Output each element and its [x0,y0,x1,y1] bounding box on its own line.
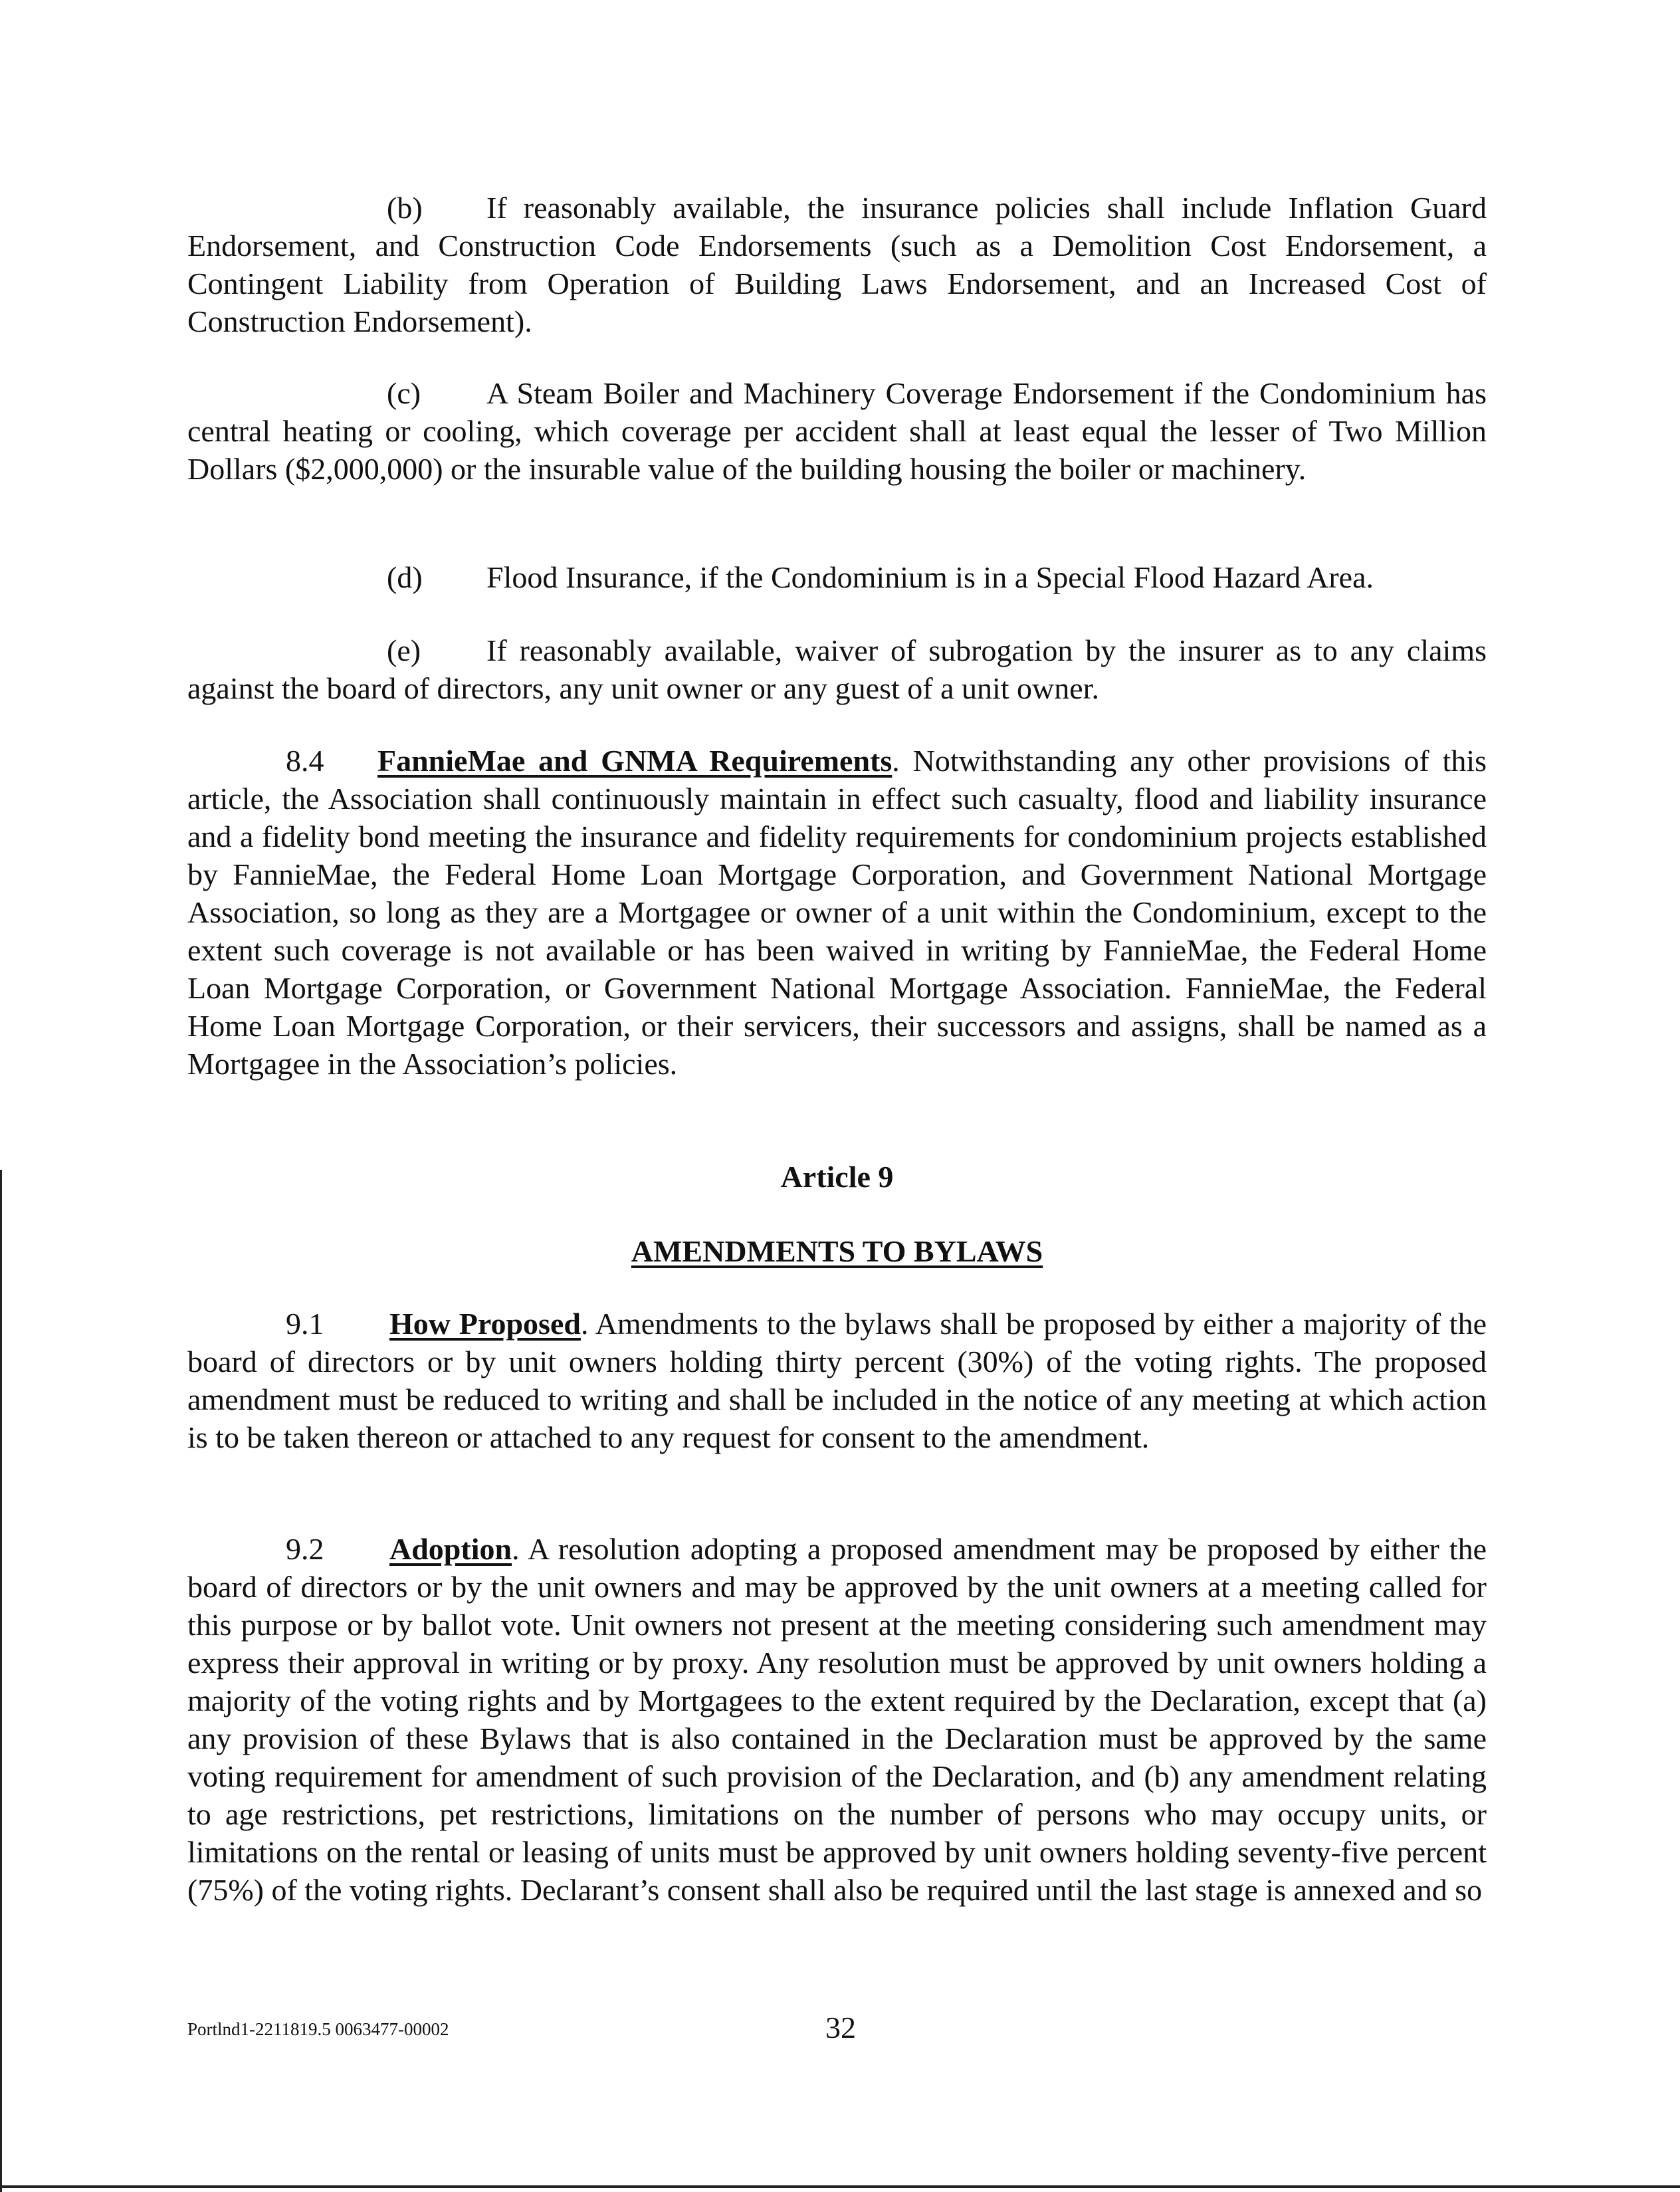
paragraph-d [187,558,1487,596]
article-label: Article 9 [780,1160,894,1194]
footer-document-id: Portlnd1-2211819.5 0063477-00002 [187,2019,449,2039]
paragraph-marker: (c) [387,376,421,410]
section-8-4 [187,742,1487,1083]
section-9-1 [187,1305,1487,1456]
article-title-text: AMENDMENTS TO BYLAWS [631,1234,1043,1268]
scan-edge-line [0,1170,2,2192]
paragraph-e [187,631,1487,707]
section-text: . Amendments to the bylaws shall be proposed by either a majority of the board of directors or by unit owners holding thirty percent (30%) of the voting rights. The proposed amendment must be reduced to writing and shall be included in the notice of any meeting at which action is to be taken thereon or attached to any request for consent to the amendment. [187,1307,1487,1454]
section-heading: How Proposed [389,1307,581,1341]
paragraph-b [187,189,1487,340]
article-title [187,1232,1487,1270]
paragraph-text: If reasonably available, the insurance policies shall include Inflation Guard Endorsement, and Construction Code Endorsements (such as a Demolition Cost Endorsement, a Contingent Liability from Operation of Building Laws Endorsement, and an Increased Cost of Construction Endorsement). [187,191,1487,338]
page-number: 32 [825,2011,856,2044]
section-number: 9.1 [286,1307,324,1341]
paragraph-text: If reasonably available, waiver of subrogation by the insurer as to any claims against the board of directors, any unit owner or any guest of a unit owner. [187,633,1487,705]
paragraph-text: A Steam Boiler and Machinery Coverage Endorsement if the Condominium has central heating or cooling, which coverage per accident shall at least equal the lesser of Two Million Dollars ($2,000,000) or the insurable value of the building housing the boiler or machinery. [187,376,1487,486]
paragraph-marker: (b) [387,191,423,225]
section-text: . A resolution adopting a proposed amendment may be proposed by either the board of directors or by the unit owners and may be approved by the unit owners at a meeting called for this purpose or by ballot vote. Unit owners not present at the meeting considering such amendment may express their approval in writing or by proxy. Any resolution must be approved by unit owners holding a majority of the voting rights and by Mortgagees to the extent required by the Declaration, except that (a) any provision of these Bylaws that is also contained in the Declaration must be approved by the same voting requirement for amendment of such provision of the Declaration, and (b) any amendment relating to age restrictions, pet restrictions, limitations on the number of persons who may occupy units, or limitations on the rental or leasing of units must be approved by unit owners holding seventy-five percent (75%) of the voting rights. Declarant’s consent shall also be required until the last stage is annexed and so [187,1532,1487,1907]
paragraph-text: Flood Insurance, if the Condominium is in a Special Flood Hazard Area. [486,560,1374,594]
section-9-2 [187,1530,1487,1909]
paragraph-c [187,374,1487,488]
section-number: 8.4 [286,744,324,778]
section-number: 9.2 [286,1532,324,1566]
scan-bottom-edge [0,2185,1680,2188]
section-heading: FannieMae and GNMA Requirements [377,744,892,778]
paragraph-marker: (e) [387,633,421,667]
section-heading: Adoption [389,1532,512,1566]
section-text: . Notwithstanding any other provisions of this article, the Association shall continuously maintain in effect such casualty, flood and liability insurance and a fidelity bond meeting the insurance and fidelity requirements for condominium projects established by FannieMae, the Federal Home Loan Mortgage Corporation, and Government National Mortgage Association, so long as they are a Mortgagee or owner of a unit within the Condominium, except to the extent such coverage is not available or has been waived in writing by FannieMae, the Federal Home Loan Mortgage Corporation, or Government National Mortgage Association. FannieMae, the Federal Home Loan Mortgage Corporation, or their servicers, their successors and assigns, shall be named as a Mortgagee in the Association’s policies. [187,744,1487,1081]
paragraph-marker: (d) [387,560,423,594]
